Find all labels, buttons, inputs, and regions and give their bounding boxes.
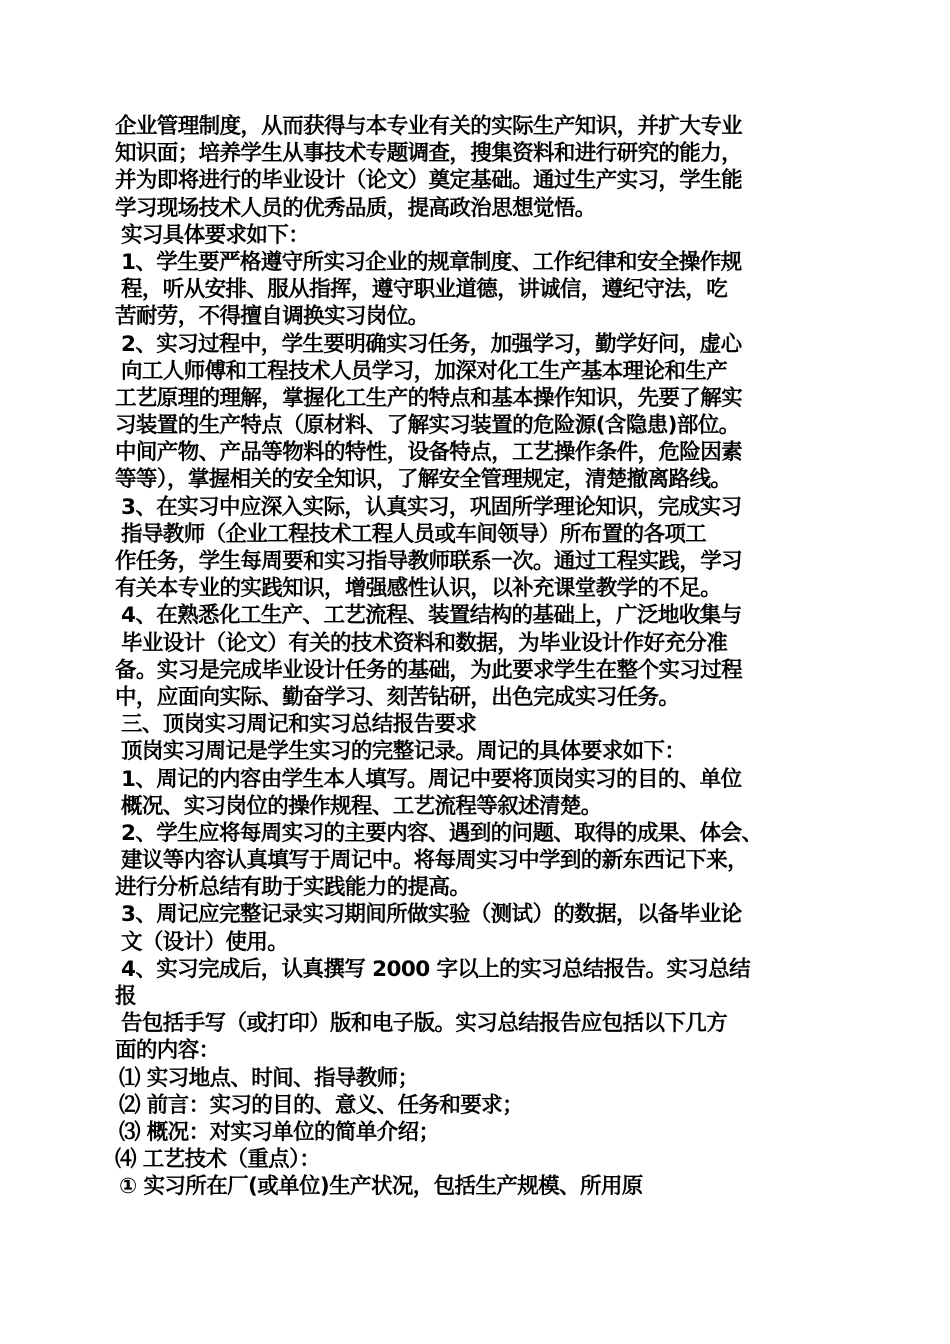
- text-line: 有关本专业的实践知识，增强感性认识，以补充课堂教学的不足。: [115, 576, 722, 602]
- text-line: 学习现场技术人员的优秀品质，提高政治思想觉悟。: [115, 195, 596, 221]
- list-item: ⑷ 工艺技术（重点）：: [115, 1147, 321, 1173]
- text-line: 并为即将进行的毕业设计（论文）奠定基础。通过生产实习，学生能: [115, 168, 743, 194]
- text-line: 3、周记应完整记录实习期间所做实验（测试）的数据，以备毕业论: [121, 902, 742, 928]
- text-line: 进行分析总结有助于实践能力的提高。: [115, 875, 471, 901]
- text-line: 苦耐劳，不得擅自调换实习岗位。: [115, 304, 429, 330]
- text-line: 2、实习过程中，学生要明确实习任务，加强学习，勤学好问，虚心: [121, 331, 742, 357]
- text-line: 工艺原理的理解，掌握化工生产的特点和基本操作知识，先要了解实: [115, 385, 743, 411]
- text-line: 2、学生应将每周实习的主要内容、遇到的问题、取得的成果、体会、: [121, 820, 763, 846]
- text-line: 等等），掌握相关的安全知识，了解安全管理规定，清楚撤离路线。: [115, 467, 732, 493]
- text-line: 知识面；培养学生从事技术专题调查，搜集资料和进行研究的能力，: [115, 141, 743, 167]
- section-heading: 三、顶岗实习周记和实习总结报告要求: [121, 712, 477, 738]
- list-item: ⑴ 实习地点、时间、指导教师；: [119, 1065, 419, 1091]
- text-line: 中间产物、产品等物料的特性，设备特点，工艺操作条件，危险因素: [115, 440, 743, 466]
- text-line: 4、实习完成后，认真撰写 2000 字以上的实习总结报告。实习总结: [121, 956, 750, 982]
- text-line: 指导教师（企业工程技术工程人员或车间领导）所布置的各项工: [121, 521, 707, 547]
- section-heading: 实习具体要求如下：: [121, 222, 310, 248]
- text-line: 1、学生要严格遵守所实习企业的规章制度、工作纪律和安全操作规: [121, 249, 742, 275]
- text-line: 4、在熟悉化工生产、工艺流程、装置结构的基础上，广泛地收集与: [121, 603, 742, 629]
- text-line: 面的内容：: [115, 1038, 220, 1064]
- text-line: 概况、实习岗位的操作规程、工艺流程等叙述清楚。: [121, 793, 602, 819]
- text-line: 毕业设计（论文）有关的技术资料和数据，为毕业设计作好充分准: [121, 630, 728, 656]
- text-line: 建议等内容认真填写于周记中。将每周实习中学到的新东西记下来，: [121, 848, 749, 874]
- text-line: 备。实习是完成毕业设计任务的基础，为此要求学生在整个实习过程: [115, 657, 743, 683]
- list-item: ⑵ 前言：实习的目的、意义、任务和要求；: [119, 1092, 523, 1118]
- text-line: 习装置的生产特点（原材料、了解实习装置的危险源(含隐患)部位。: [115, 413, 740, 439]
- list-item: ⑶ 概况：对实习单位的简单介绍；: [119, 1119, 440, 1145]
- list-item: ① 实习所在厂(或单位)生产状况，包括生产规模、所用原: [119, 1174, 643, 1200]
- text-line: 中，应面向实际、勤奋学习、刻苦钻研，出色完成实习任务。: [115, 684, 680, 710]
- text-line: 向工人师傅和工程技术人员学习，加深对化工生产基本理论和生产: [121, 358, 728, 384]
- text-line: 3、在实习中应深入实际，认真实习，巩固所学理论知识，完成实习: [121, 494, 742, 520]
- text-line: 企业管理制度，从而获得与本专业有关的实际生产知识，并扩大专业: [115, 114, 743, 139]
- text-line: 文（设计）使用。: [121, 929, 289, 955]
- text-line: 告包括手写（或打印）版和电子版。实习总结报告应包括以下几方: [121, 1011, 728, 1037]
- document-body: [115, 113, 840, 1201]
- text-line: 顶岗实习周记是学生实习的完整记录。周记的具体要求如下：: [121, 739, 686, 765]
- text-line: 程，听从安排、服从指挥，遵守职业道德，讲诚信，遵纪守法，吃: [121, 277, 728, 303]
- text-line: 作任务，学生每周要和实习指导教师联系一次。通过工程实践，学习: [115, 549, 743, 574]
- text-line: 报: [115, 984, 136, 1009]
- text-line: 1、周记的内容由学生本人填写。周记中要将顶岗实习的目的、单位: [121, 766, 742, 792]
